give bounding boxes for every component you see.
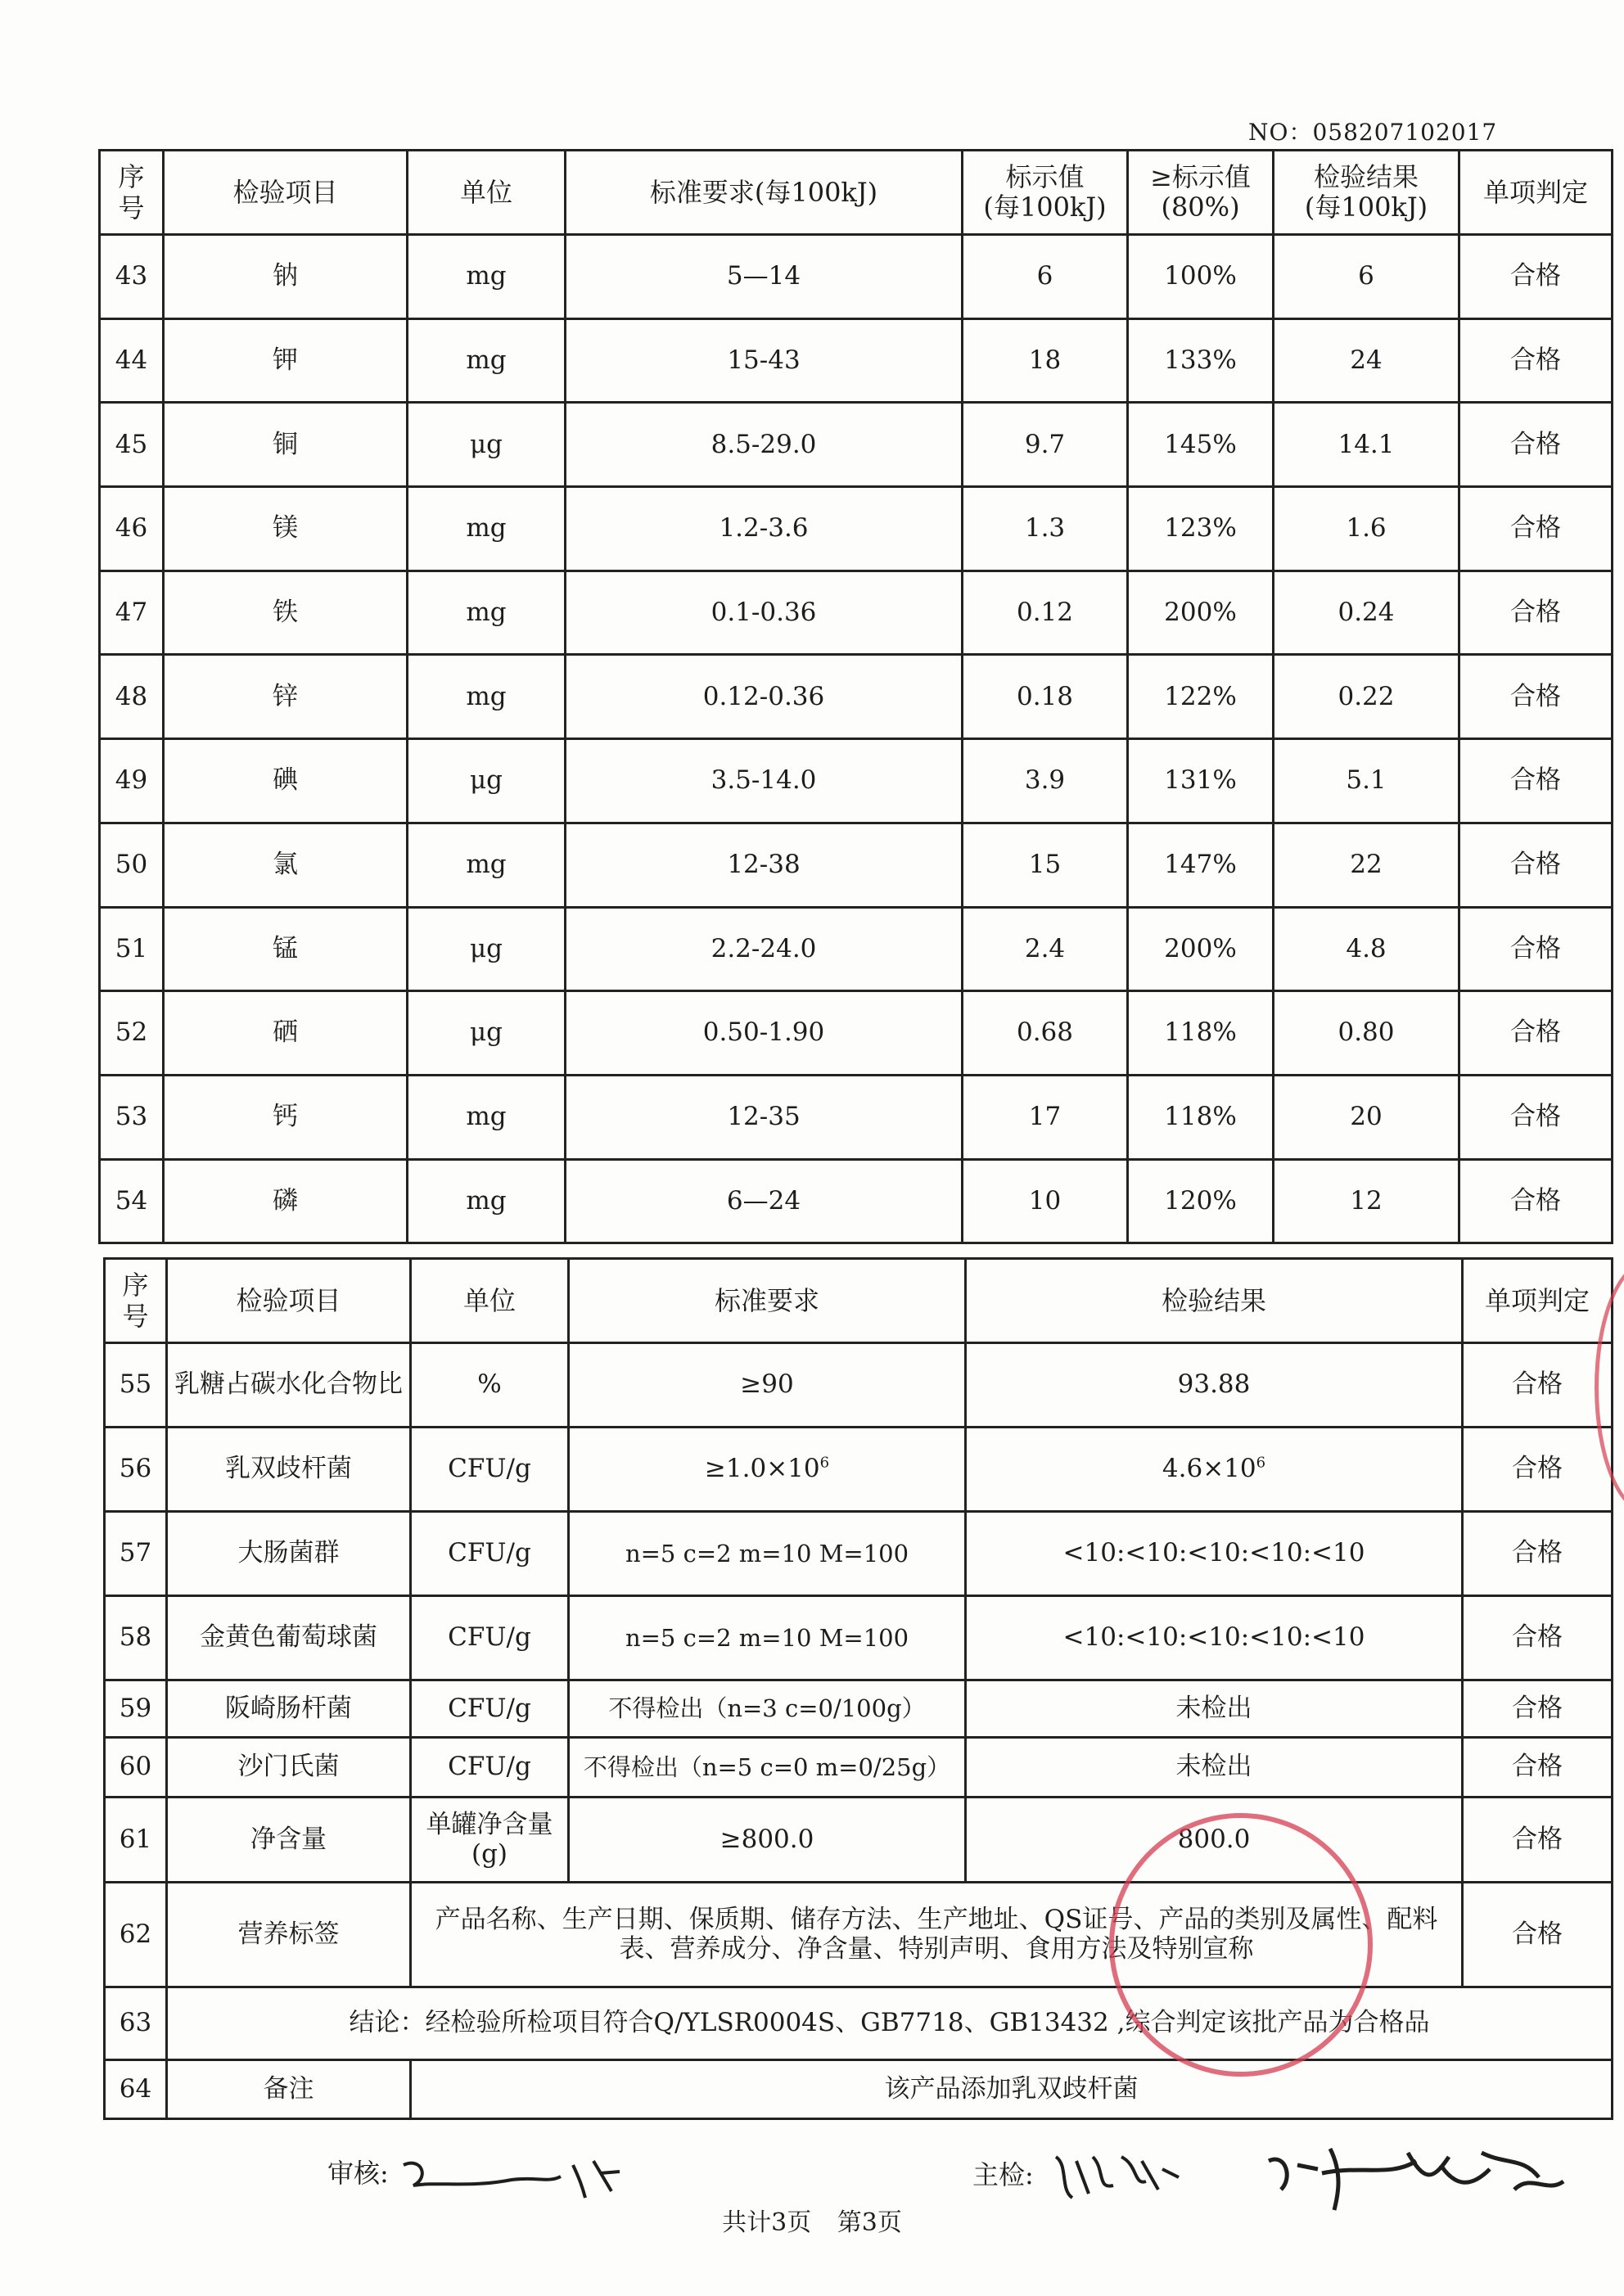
cell-judgement: 合格 [1459,235,1613,319]
cell-item: 镁 [164,487,408,571]
cell-result [966,1428,1463,1512]
table-row [105,1798,1613,1883]
cell-item: 大肠菌群 [167,1512,411,1596]
total-pages: 共计3页 [722,2208,812,2237]
cell-judgement: 合格 [1459,318,1613,403]
cell-unit: CFU/g [411,1738,569,1798]
cell-unit: μg [408,403,566,487]
header-item: 检验项目 [167,1259,411,1343]
cell-seq: 43 [100,235,164,319]
cell-percent: 100% [1128,235,1274,319]
header-result-line2: (每100kJ) [1304,192,1428,223]
cell-seq: 63 [105,1987,167,2060]
cell-seq: 51 [100,907,164,991]
header-item: 检验项目 [164,151,408,235]
cell-item: 净含量 [167,1798,411,1883]
header-label-value-line1: 标示值 [1005,161,1085,193]
cell-item: 锰 [164,907,408,991]
table-header-row [105,1259,1613,1343]
cell-item: 乳糖占碳水化合物比 [167,1343,411,1428]
cell-percent: 133% [1128,318,1274,403]
cell-item: 沙门氏菌 [167,1738,411,1798]
standard-exponent: 6 [819,1455,830,1473]
cell-label: 6 [963,235,1128,319]
cell-judgement: 合格 [1459,823,1613,907]
cell-seq: 50 [100,823,164,907]
cell-item: 钠 [164,235,408,319]
cell-result: 24 [1274,318,1459,403]
cell-conclusion: 结论：经检验所检项目符合Q/YLSR0004S、GB7718、GB13432 ,综合判定该批产品为合格品 [167,1987,1613,2060]
header-judgement: 单项判定 [1463,1259,1613,1343]
cell-result: 1.6 [1274,487,1459,571]
cell-standard: 15-43 [566,318,963,403]
cell-unit: mg [408,1075,566,1159]
cell-seq: 56 [105,1428,167,1512]
cell-item: 备注 [167,2060,411,2119]
cell-judgement: 合格 [1459,1075,1613,1159]
nutrient-results-table [98,149,1613,1244]
cell-judgement: 合格 [1459,991,1613,1076]
official-seal [1109,1813,1373,2077]
page-footer [0,2202,1624,2238]
microbe-results-table [103,1257,1613,2120]
cell-result: 未检出 [966,1680,1463,1738]
cell-standard: n=5 c=2 m=10 M=100 [569,1512,966,1596]
cell-result: <10:<10:<10:<10:<10 [966,1596,1463,1680]
cell-label: 2.4 [963,907,1128,991]
cell-result: 12 [1274,1159,1459,1243]
cell-result: 6 [1274,235,1459,319]
cell-result: 0.24 [1274,571,1459,655]
cell-label: 10 [963,1159,1128,1243]
cell-seq: 47 [100,571,164,655]
cell-item: 钾 [164,318,408,403]
cell-standard: 不得检出（n=3 c=0/100g） [569,1680,966,1738]
cell-unit: mg [408,655,566,739]
cell-percent: 145% [1128,403,1274,487]
cell-unit: % [411,1343,569,1428]
header-result [1274,151,1459,235]
cell-judgement: 合格 [1459,403,1613,487]
table-row [100,487,1613,571]
cell-result: 22 [1274,823,1459,907]
cell-remark: 该产品添加乳双歧杆菌 [411,2060,1613,2119]
cell-unit: mg [408,487,566,571]
cell-percent: 200% [1128,907,1274,991]
cell-judgement: 合格 [1463,1596,1613,1680]
cell-standard: 12-35 [566,1075,963,1159]
result-exponent: 6 [1256,1455,1266,1473]
cell-result: <10:<10:<10:<10:<10 [966,1512,1463,1596]
cell-result: 93.88 [966,1343,1463,1428]
cell-result: 5.1 [1274,739,1459,823]
cell-item: 铁 [164,571,408,655]
cell-judgement: 合格 [1459,487,1613,571]
report-number: NO：058207102017 [1248,119,1498,146]
cell-standard: 3.5-14.0 [566,739,963,823]
cell-seq: 60 [105,1738,167,1798]
cell-judgement: 合格 [1463,1798,1613,1883]
cell-result: 0.80 [1274,991,1459,1076]
cell-percent: 123% [1128,487,1274,571]
cell-percent: 147% [1128,823,1274,907]
cell-unit: μg [408,739,566,823]
header-seq: 序号 [100,151,164,235]
table-row [105,1428,1613,1512]
cell-item: 营养标签 [167,1883,411,1987]
header-standard: 标准要求 [569,1259,966,1343]
cell-item: 氯 [164,823,408,907]
cell-unit: mg [408,235,566,319]
cell-judgement: 合格 [1463,1738,1613,1798]
header-unit: 单位 [411,1259,569,1343]
cell-judgement: 合格 [1459,571,1613,655]
cell-label: 0.18 [963,655,1128,739]
header-result-line1: 检验结果 [1313,161,1419,193]
cell-seq: 58 [105,1596,167,1680]
table-row [105,1883,1613,1987]
table-row [105,1512,1613,1596]
cell-label: 1.3 [963,487,1128,571]
cell-seq: 44 [100,318,164,403]
cell-unit: CFU/g [411,1680,569,1738]
header-standard: 标准要求(每100kJ) [566,151,963,235]
table-row [100,318,1613,403]
table-row [105,2060,1613,2119]
cell-standard: n=5 c=2 m=10 M=100 [569,1596,966,1680]
cell-standard: 5—14 [566,235,963,319]
cell-judgement: 合格 [1463,1883,1613,1987]
cell-item: 锌 [164,655,408,739]
cell-standard: 12-38 [566,823,963,907]
cell-seq: 59 [105,1680,167,1738]
cell-standard: 2.2-24.0 [566,907,963,991]
table-header-row [100,151,1613,235]
cell-item: 碘 [164,739,408,823]
standard-base: ≥1.0×10 [704,1454,820,1484]
cell-standard: 不得检出（n=5 c=0 m=0/25g） [569,1738,966,1798]
table-row [100,823,1613,907]
table-row [100,907,1613,991]
cell-judgement: 合格 [1459,1159,1613,1243]
table-row [105,1596,1613,1680]
header-seq: 序号 [105,1259,167,1343]
cell-unit: CFU/g [411,1596,569,1680]
cell-item: 阪崎肠杆菌 [167,1680,411,1738]
cell-label: 18 [963,318,1128,403]
cell-standard: 6—24 [566,1159,963,1243]
cell-percent: 118% [1128,991,1274,1076]
table-row [105,1738,1613,1798]
cell-unit: CFU/g [411,1512,569,1596]
cell-judgement: 合格 [1459,739,1613,823]
reviewer-signature [397,2140,675,2206]
table-row [100,655,1613,739]
cell-standard [569,1428,966,1512]
reviewer-label: 审核: [327,2158,389,2189]
cell-standard: 8.5-29.0 [566,403,963,487]
cell-seq: 46 [100,487,164,571]
cell-unit: CFU/g [411,1428,569,1512]
header-percent-line1: ≥标示值 [1150,161,1251,193]
cell-item: 铜 [164,403,408,487]
table-row [105,1680,1613,1738]
cell-label: 9.7 [963,403,1128,487]
cell-label: 0.12 [963,571,1128,655]
table-row [105,1987,1613,2060]
inspector-label: 主检: [972,2159,1034,2190]
cell-result: 800.0 [966,1798,1463,1883]
cell-seq: 53 [100,1075,164,1159]
cell-unit: mg [408,318,566,403]
cell-standard: 0.50-1.90 [566,991,963,1076]
cell-standard: 0.12-0.36 [566,655,963,739]
cell-standard: 1.2-3.6 [566,487,963,571]
cell-seq: 54 [100,1159,164,1243]
table-row [105,1343,1613,1428]
header-percent-line2: (80%) [1161,192,1240,223]
cell-unit: mg [408,823,566,907]
cell-seq: 57 [105,1512,167,1596]
cell-percent: 200% [1128,571,1274,655]
cell-seq: 49 [100,739,164,823]
cell-label-content: 产品名称、生产日期、保质期、储存方法、生产地址、QS证号、产品的类别及属性、配料表、营养成分、净含量、特别声明、食用方法及特别宣称 [411,1883,1463,1987]
cell-result: 未检出 [966,1738,1463,1798]
cell-result: 20 [1274,1075,1459,1159]
cell-item: 磷 [164,1159,408,1243]
header-judgement: 单项判定 [1459,151,1613,235]
cell-unit: mg [408,571,566,655]
cell-seq: 52 [100,991,164,1076]
cell-unit: 单罐净含量(g) [411,1798,569,1883]
current-page: 第3页 [837,2208,902,2237]
cell-standard: ≥90 [569,1343,966,1428]
table-row [100,1159,1613,1243]
header-result: 检验结果 [966,1259,1463,1343]
cell-result: 14.1 [1274,403,1459,487]
table-row [100,571,1613,655]
cell-percent: 120% [1128,1159,1274,1243]
cell-judgement: 合格 [1463,1512,1613,1596]
table-row [100,991,1613,1076]
cell-seq: 61 [105,1798,167,1883]
cell-item: 金黄色葡萄球菌 [167,1596,411,1680]
table-row [100,739,1613,823]
cell-label: 15 [963,823,1128,907]
cell-label: 3.9 [963,739,1128,823]
cell-unit: mg [408,1159,566,1243]
cell-label: 0.68 [963,991,1128,1076]
cell-judgement: 合格 [1463,1428,1613,1512]
cell-standard: 0.1-0.36 [566,571,963,655]
cell-item: 乳双歧杆菌 [167,1428,411,1512]
cell-unit: μg [408,991,566,1076]
cell-percent: 118% [1128,1075,1274,1159]
header-percent [1128,151,1274,235]
table-row [100,235,1613,319]
cell-seq: 62 [105,1883,167,1987]
cell-judgement: 合格 [1463,1343,1613,1428]
cell-item: 硒 [164,991,408,1076]
cell-judgement: 合格 [1459,655,1613,739]
cell-item: 钙 [164,1075,408,1159]
cell-label: 17 [963,1075,1128,1159]
cell-judgement: 合格 [1463,1680,1613,1738]
cell-result: 4.8 [1274,907,1459,991]
header-label-value-line2: (每100kJ) [983,192,1107,223]
header-label-value [963,151,1128,235]
cell-unit: μg [408,907,566,991]
table-row [100,1075,1613,1159]
table-row [100,403,1613,487]
result-base: 4.6×10 [1162,1454,1256,1484]
cell-seq: 64 [105,2060,167,2119]
cell-percent: 122% [1128,655,1274,739]
cell-percent: 131% [1128,739,1274,823]
header-unit: 单位 [408,151,566,235]
cell-result: 0.22 [1274,655,1459,739]
cell-judgement: 合格 [1459,907,1613,991]
cell-seq: 55 [105,1343,167,1428]
cell-seq: 45 [100,403,164,487]
cell-standard: ≥800.0 [569,1798,966,1883]
cell-seq: 48 [100,655,164,739]
